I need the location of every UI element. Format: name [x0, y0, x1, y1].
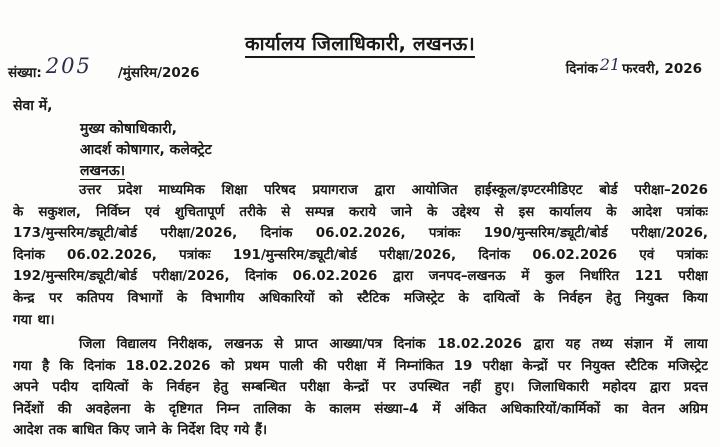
date-suffix: फरवरी, 2026: [622, 61, 702, 77]
paragraph-1-line: 192/मुन्सरिम/ड्यूटी/बोर्ड परीक्षा/2026, दिनांक 06.02.2026 द्वारा जनपद–लखनऊ में कुल निर्धारित 121 परीक्षा: [13, 269, 708, 285]
body-paragraph-2: [13, 334, 708, 442]
addressee-line-3: [80, 161, 125, 180]
addressee-city: लखनऊ।: [80, 163, 126, 179]
addressee-line-2: आदर्श कोषागार, कलेक्ट्रेट: [80, 142, 212, 158]
ref-label: संख्या:: [8, 65, 42, 81]
paragraph-2-line: अपने पदीय दायित्वों के निर्वहन हेतु सम्बन्धित परीक्षा केन्द्रों पर उपस्थित नहीं हुए। जिलाधिकारी महोदय द्वारा प्रदत्त: [13, 380, 708, 396]
letter-date: [565, 55, 702, 77]
paragraph-1-line: गया था।: [13, 312, 55, 328]
paragraph-1-line: केन्द्र पर कतिपय विभागों के विभागीय अधिकारियों को स्टैटिक मजिस्ट्रेट के दायित्वों के निर्वहन हेतु नियुक्त किया: [13, 290, 708, 306]
office-title: [0, 30, 720, 56]
office-title-text: कार्यालय जिलाधिकारी, लखनऊ।: [245, 33, 475, 58]
paragraph-1-line: उत्तर प्रदेश माध्यमिक शिक्षा परिषद प्रयागराज द्वारा आयोजित हाईस्कूल/इण्टरमीडिएट बोर्ड परीक्षा–2026: [79, 183, 708, 198]
ref-number-handwritten: 205: [45, 54, 92, 78]
paragraph-2-line: जिला विद्यालय निरीक्षक, लखनऊ से प्राप्त आख्या/पत्र दिनांक 18.02.2026 द्वारा यह तथ्य संज्ञान में लाया: [79, 337, 708, 352]
salutation: सेवा में,: [13, 98, 53, 114]
body-paragraph-1: [13, 180, 708, 331]
paragraph-1-line: 173/मुन्सरिम/ड्यूटी/बोर्ड परीक्षा/2026, दिनांक 06.02.2026, पत्रांकः 190/मुन्सरिम/ड्यूटी/बोर्ड परीक्षा/2026,: [13, 226, 708, 242]
paragraph-2-line: निर्देशों की अवहेलना के दृष्टिगत निम्न तालिका के कालम संख्या–4 में अंकित अधिकारियों/कार्मिकों का वेतन अग्रिम: [13, 401, 708, 417]
addressee-line-1: मुख्य कोषाधिकारी,: [80, 121, 177, 137]
paragraph-2-line: गया है कि दिनांक 18.02.2026 को प्रथम पाली की परीक्षा में निम्नांकित 19 परीक्षा केन्द्रों पर नियुक्त स्टैटिक मजिस्ट्रेट: [13, 358, 708, 374]
date-label: दिनांक: [565, 61, 598, 77]
paragraph-1-line: के सकुशल, निर्विघ्न एवं शुचितापूर्ण तरीके से सम्पन्न कराये जाने के उद्देश्य से इस कार्यालय के आदेश पत्रांकः: [13, 204, 708, 220]
paragraph-2-line: आदेश तक बाधित किए जाने के निर्देश दिए गये हैं।: [13, 423, 268, 439]
reference-line: [8, 54, 702, 82]
letter-number: [8, 54, 200, 82]
date-day-handwritten: 21: [599, 55, 621, 74]
ref-suffix: /मुंसरिम/2026: [117, 65, 200, 81]
paragraph-1-line: दिनांक 06.02.2026, पत्रांकः 191/मुन्सरिम/ड्यूटी/बोर्ड परीक्षा/2026, दिनांक 06.02.2026 एवं पत्रांकः: [13, 247, 708, 263]
